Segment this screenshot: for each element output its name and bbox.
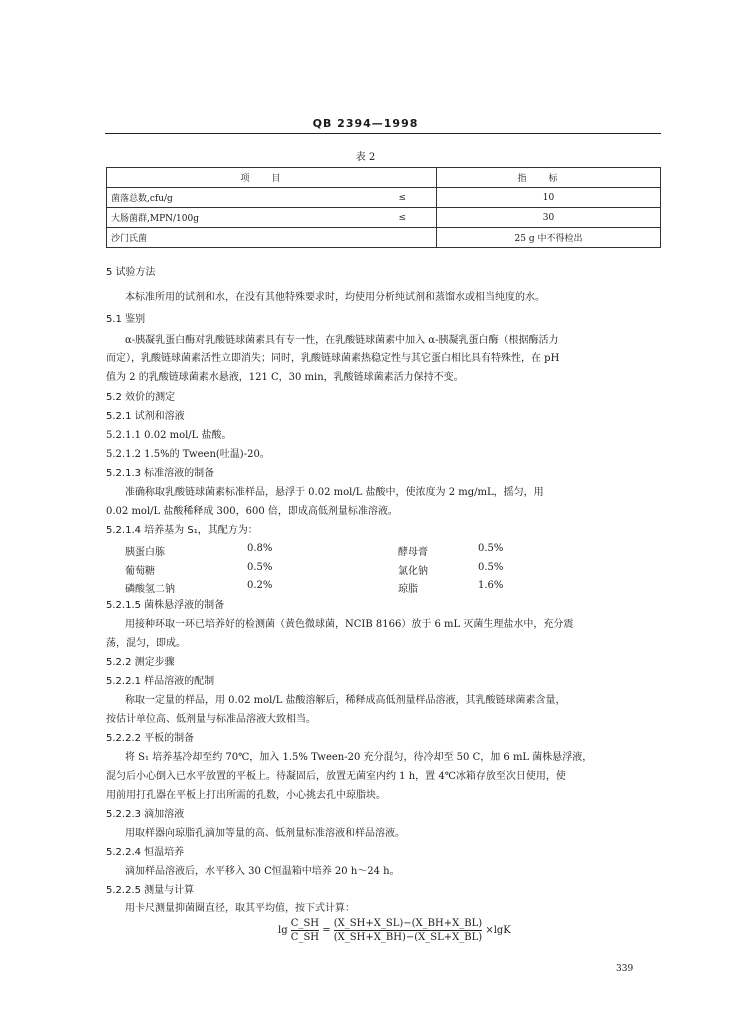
paragraph-line: 而定），乳酸链球菌素活性立即消失；同时，乳酸链球菌素热稳定性与其它蛋白相比具有特殊性，在 pH: [106, 353, 560, 364]
page-number: 339: [616, 964, 634, 974]
table-row: [107, 228, 661, 248]
formula-rhs-denominator: (X_SH+X_BH)−(X_SL+X_BL): [333, 932, 483, 943]
medium-ingredient-amount: 0.5%: [247, 562, 273, 573]
paragraph-line: 值为 2 的乳酸链球菌素水悬液，121 C，30 min，乳酸链球菌素活力保持不变。: [106, 372, 464, 383]
paragraph-line: 混匀后小心倒入已水平放置的平板上。待凝固后，放置无菌室内约 1 h，置 4℃冰箱存放至次日使用，使: [106, 771, 566, 782]
section-heading: 5 试验方法: [106, 267, 156, 278]
row-operator: ≤: [372, 188, 437, 208]
medium-ingredient-name: 胰蛋白胨: [125, 547, 165, 558]
col-header-item: 项目: [107, 168, 437, 188]
paragraph-line: 5.2.1.2 1.5%的 Tween(吐温)-20。: [106, 449, 270, 460]
formula-rhs-numerator: (X_SH+X_SL)−(X_BH+X_BL): [333, 918, 483, 929]
section-heading: 5.2.1.5 菌株悬浮液的制备: [106, 600, 225, 611]
medium-ingredient-amount: 1.6%: [478, 580, 504, 591]
paragraph-line: 用卡尺测量抑菌圈直径，取其平均值，按下式计算：: [125, 903, 355, 914]
medium-ingredient-name: 琼脂: [398, 584, 418, 595]
formula-lg: lg: [278, 925, 288, 936]
formula-lhs-denominator: C_SH: [290, 932, 320, 943]
row-operator: ≤: [372, 208, 437, 228]
table-header-row: [107, 168, 661, 188]
row-value: 10: [437, 188, 661, 208]
table-row: [107, 208, 661, 228]
row-operator: [372, 228, 437, 248]
table-row: [107, 188, 661, 208]
row-value: 30: [437, 208, 661, 228]
paragraph-line: 0.02 mol/L 盐酸稀释成 300，600 倍，即成高低剂量标准溶液。: [106, 506, 398, 517]
paragraph-line: 本标准所用的试剂和水，在没有其他特殊要求时，均使用分析纯试剂和蒸馏水或相当纯度的水。: [125, 292, 545, 303]
section-heading: 5.2.2.1 样品溶液的配制: [106, 676, 215, 687]
paragraph-line: 按估计单位高、低剂量与标准品溶液大致相当。: [106, 714, 316, 725]
section-heading: 5.2.1 试剂和溶液: [106, 411, 185, 422]
section-heading: 5.2.1.3 标准溶液的制备: [106, 468, 215, 479]
section-heading: 5.2.2.4 恒温培养: [106, 847, 185, 858]
medium-ingredient-amount: 0.2%: [247, 580, 273, 591]
section-heading: 5.1 鉴别: [106, 314, 146, 325]
section-heading: 5.2.1.4 培养基为 S₁，其配方为：: [106, 525, 258, 536]
paragraph-line: 称取一定量的样品，用 0.02 mol/L 盐酸溶解后，稀释成高低剂量样品溶液，其乳酸链球菌素含量，: [125, 695, 566, 706]
formula-suffix: ×lgK: [485, 925, 511, 936]
table-title: 表 2: [355, 152, 376, 163]
paragraph-line: 荡，混匀，即成。: [106, 638, 186, 649]
potency-formula: lg $\frac{C\_SH}{C\_SH}$ = $\frac{(X\_SH+X\_SL)-(X\_BH+X\_BL)}{(X\_SH+X\_BH)-(X\_SL+X\_BL)}$ ×lgK: [278, 918, 511, 943]
section-heading: 5.2.2.5 测量与计算: [106, 885, 195, 896]
medium-ingredient-name: 氯化钠: [398, 566, 428, 577]
medium-ingredient-name: 葡萄糖: [125, 566, 155, 577]
section-heading: 5.2.2.3 滴加溶液: [106, 809, 185, 820]
formula-lhs-fraction: [291, 917, 319, 944]
standard-code-header: QB 2394—1998: [312, 117, 419, 130]
medium-ingredient-name: 磷酸氢二钠: [125, 584, 175, 595]
row-name: 大肠菌群,MPN/100g: [107, 208, 373, 228]
paragraph-line: 5.2.1.1 0.02 mol/L 盐酸。: [106, 430, 232, 441]
medium-ingredient-amount: 0.8%: [247, 543, 273, 554]
section-heading: 5.2.2 测定步骤: [106, 657, 175, 668]
section-heading: 5.2 效价的测定: [106, 392, 176, 403]
paragraph-line: 将 S₁ 培养基冷却至约 70℃，加入 1.5% Tween-20 充分混匀，待冷却至 50 C，加 6 mL 菌株悬浮液，: [125, 752, 593, 763]
paragraph-line: 用取样器向琼脂孔滴加等量的高、低剂量标准溶液和样品溶液。: [125, 828, 405, 839]
medium-ingredient-amount: 0.5%: [478, 562, 504, 573]
medium-ingredient-name: 酵母膏: [398, 547, 428, 558]
col-header-index: 指标: [437, 168, 661, 188]
section-heading: 5.2.2.2 平板的制备: [106, 733, 195, 744]
formula-rhs-fraction: [334, 917, 482, 944]
microbial-index-table: [106, 167, 661, 248]
paragraph-line: 用前用打孔器在平板上打出所需的孔数，小心挑去孔中琼脂块。: [106, 790, 386, 801]
row-value: 25 g 中不得检出: [437, 228, 661, 248]
paragraph-line: 滴加样品溶液后，水平移入 30 C恒温箱中培养 20 h～24 h。: [125, 866, 400, 877]
row-name: 沙门氏菌: [107, 228, 373, 248]
paragraph-line: α-胰凝乳蛋白酶对乳酸链球菌素具有专一性，在乳酸链球菌素中加入 α-胰凝乳蛋白酶（根据酶活力: [125, 335, 559, 346]
formula-lhs-numerator: C_SH: [290, 918, 320, 929]
header-rule: [105, 133, 661, 134]
medium-ingredient-amount: 0.5%: [478, 543, 504, 554]
paragraph-line: 准确称取乳酸链球菌素标准样品，悬浮于 0.02 mol/L 盐酸中，使浓度为 2 mg/mL，摇匀，用: [125, 487, 544, 498]
row-name: 菌落总数,cfu/g: [107, 188, 373, 208]
paragraph-line: 用接种环取一环已培养好的检测菌（黄色微球菌，NCIB 8166）放于 6 mL 灭菌生理盐水中，充分震: [125, 619, 574, 630]
